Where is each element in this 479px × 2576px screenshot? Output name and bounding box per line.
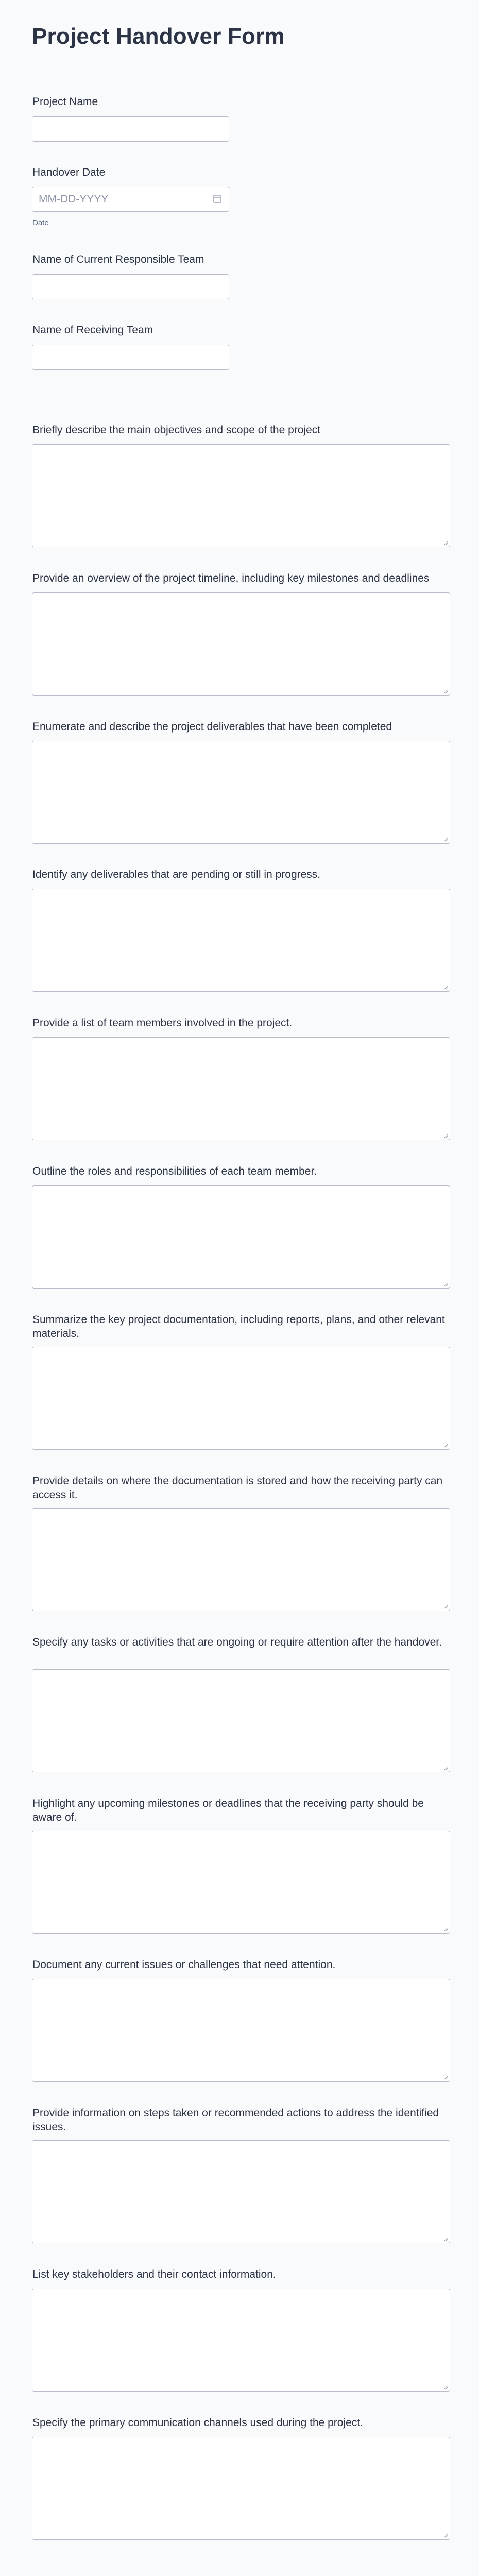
handover-date-placeholder: MM-DD-YYYY [39,193,109,205]
resize-grip-icon[interactable] [443,837,448,842]
answer-textarea[interactable] [32,1508,450,1611]
resize-grip-icon[interactable] [443,1765,448,1770]
question-label: Provide information on steps taken or recommended actions to address the identified issues. [32,2107,439,2133]
answer-textarea[interactable] [32,1669,450,1772]
resize-grip-icon[interactable] [443,2384,448,2389]
question-label: Outline the roles and responsibilities of each team member. [32,1165,317,1177]
resize-grip-icon[interactable] [443,2075,448,2080]
current-team-label: Name of Current Responsible Team [32,253,204,265]
question-label: Specify the primary communication channels used during the project. [32,2417,363,2429]
answer-textarea[interactable] [32,889,450,992]
handover-date-input[interactable] [32,187,229,212]
resize-grip-icon[interactable] [443,540,448,545]
resize-grip-icon[interactable] [443,688,448,693]
answer-textarea[interactable] [32,741,450,844]
project-name-input[interactable] [32,116,229,142]
question-label: Identify any deliverables that are pending or still in progress. [32,869,321,880]
question-label: Highlight any upcoming milestones or deadlines that the receiving party should be aware of. [32,1798,424,1823]
handover-date-sublabel: Date [32,218,49,227]
handover-date-label: Handover Date [32,166,106,178]
question-label: Summarize the key project documentation, including reports, plans, and other relevant materials. [32,1314,445,1340]
question-label: Provide an overview of the project timeline, including key milestones and deadlines [32,572,430,584]
question-label: Enumerate and describe the project deliverables that have been completed [32,721,392,733]
resize-grip-icon[interactable] [443,985,448,990]
resize-grip-icon[interactable] [443,2236,448,2241]
question-label: List key stakeholders and their contact information. [32,2268,276,2280]
question-label: Briefly describe the main objectives and scope of the project [32,424,321,436]
question-label: Provide details on where the documentation is stored and how the receiving party can access it. [32,1475,443,1501]
form-header [0,0,479,79]
answer-textarea[interactable] [32,1347,450,1450]
answer-textarea[interactable] [32,2140,450,2243]
resize-grip-icon[interactable] [443,2533,448,2538]
answer-textarea[interactable] [32,1979,450,2082]
calendar-icon[interactable] [213,195,221,203]
question-label: Document any current issues or challenges that need attention. [32,1959,336,1971]
resize-grip-icon[interactable] [443,1604,448,1609]
answer-textarea[interactable] [32,1831,450,1934]
answer-textarea[interactable] [32,592,450,696]
answer-textarea[interactable] [32,1185,450,1289]
resize-grip-icon[interactable] [443,1443,448,1448]
answer-textarea[interactable] [32,444,450,547]
resize-grip-icon[interactable] [443,1281,448,1286]
question-label: Provide a list of team members involved in the project. [32,1017,293,1029]
resize-grip-icon[interactable] [443,1133,448,1138]
current-team-input[interactable] [32,274,229,299]
receiving-team-input[interactable] [32,345,229,370]
resize-grip-icon[interactable] [443,1926,448,1931]
answer-textarea[interactable] [32,2437,450,2540]
question-label: Specify any tasks or activities that are ongoing or require attention after the handover. [32,1636,442,1648]
project-name-label: Project Name [32,96,98,108]
receiving-team-label: Name of Receiving Team [32,324,153,336]
answer-textarea[interactable] [32,1037,450,1140]
form-title: Project Handover Form [32,24,285,49]
answer-textarea[interactable] [32,2289,450,2392]
